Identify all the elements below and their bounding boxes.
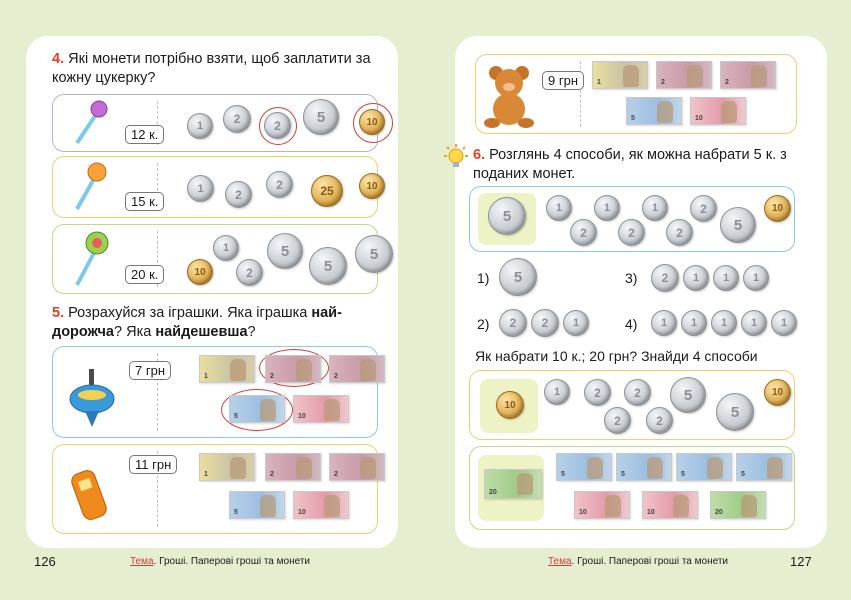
coin-5: 5 <box>309 247 347 285</box>
coin-5: 5 <box>355 235 393 273</box>
footer-text: . Гроші. Паперові гроші та монети <box>153 556 310 567</box>
banknote-1: 1 <box>199 453 255 481</box>
candy-row-15 <box>52 156 378 218</box>
task-5 <box>52 304 382 342</box>
price-tag-11-uah: 11 грн <box>129 455 177 474</box>
candy-row-12 <box>52 94 378 152</box>
right-page <box>455 36 827 548</box>
phone-toy-icon <box>71 465 111 525</box>
task-6-number: 6. <box>473 147 486 163</box>
coin-10: 10 <box>187 259 213 285</box>
coin-2: 2 <box>531 309 559 337</box>
coin-2: 2 <box>223 105 251 133</box>
coin-2: 2 <box>624 379 651 406</box>
banknote-2: 2 <box>656 61 712 89</box>
way-2-label: 2) <box>477 316 490 332</box>
coin-1: 1 <box>681 310 707 336</box>
toy-row-bottom <box>52 444 378 534</box>
coin-5: 5 <box>716 393 754 431</box>
banknote-10: 10 <box>574 491 630 519</box>
lollipop-icon <box>71 161 111 213</box>
banknote-10: 10 <box>293 491 349 519</box>
task-5-bold-most-expensive: най-дорожча <box>52 305 342 340</box>
coin-1: 1 <box>651 310 677 336</box>
coin-2: 2 <box>570 219 597 246</box>
coin-1: 1 <box>683 265 709 291</box>
coin-2: 2 <box>499 309 527 337</box>
coin-10: 10 <box>496 391 524 419</box>
coin-2: 2 <box>584 379 611 406</box>
coin-1: 1 <box>563 310 589 336</box>
footer-topic: Тема <box>130 556 154 567</box>
coin-5: 5 <box>670 377 706 413</box>
coin-set-5k <box>469 186 795 252</box>
lollipop-icon <box>71 229 111 289</box>
task-4-text: Які монети потрібно взяти, щоб заплатити за кожну цукерку? <box>52 51 371 86</box>
coin-10: 10 <box>764 379 791 406</box>
question-text: Як набрати 10 к.; 20 грн? Знайди 4 способи <box>475 348 758 364</box>
coin-2: 2 <box>225 181 252 208</box>
footer-topic: Тема <box>548 556 572 567</box>
coin-2: 2 <box>666 219 693 246</box>
coin-1: 1 <box>594 195 620 221</box>
coin-1: 1 <box>642 195 668 221</box>
banknote-10: 10 <box>293 395 349 423</box>
coin-1: 1 <box>743 265 769 291</box>
coin-1: 1 <box>187 113 213 139</box>
coin-1: 1 <box>771 310 797 336</box>
banknote-5: 5 <box>736 453 792 481</box>
task-4 <box>52 50 382 88</box>
banknote-2: 2 <box>265 355 321 383</box>
banknote-20: 20 <box>484 469 542 499</box>
price-tag-9-uah: 9 грн <box>542 71 584 90</box>
coin-2: 2 <box>690 195 717 222</box>
banknote-2: 2 <box>720 61 776 89</box>
coin-5: 5 <box>499 258 537 296</box>
banknote-set-20uah <box>469 446 795 530</box>
coin-1: 1 <box>741 310 767 336</box>
price-tag-15: 15 к. <box>125 192 164 211</box>
banknote-1: 1 <box>199 355 255 383</box>
banknote-10: 10 <box>690 97 746 125</box>
coin-1: 1 <box>213 235 239 261</box>
banknote-2: 2 <box>329 355 385 383</box>
coin-10: 10 <box>359 109 385 135</box>
spinning-top-icon <box>67 367 117 429</box>
price-tag-20: 20 к. <box>125 265 164 284</box>
banknote-1: 1 <box>592 61 648 89</box>
coin-set-10k <box>469 370 795 440</box>
coin-5: 5 <box>303 99 339 135</box>
bear-row <box>475 54 797 134</box>
price-tag-7-uah: 7 грн <box>129 361 171 380</box>
lollipop-icon <box>71 99 111 147</box>
banknote-10: 10 <box>642 491 698 519</box>
footer-right <box>548 556 728 567</box>
page-number-right: 127 <box>790 554 812 569</box>
way-3-label: 3) <box>625 270 638 286</box>
task-6-text: Розглянь 4 способи, як можна набрати 5 к. з поданих монет. <box>473 147 787 182</box>
task-5-text: ? Яка <box>114 324 156 340</box>
task-5-bold-cheapest: найдешевша <box>155 324 248 340</box>
task-6 <box>473 146 803 184</box>
toy-row-top <box>52 346 378 438</box>
task-5-text: ? <box>247 324 256 340</box>
candy-row-20 <box>52 224 378 294</box>
coin-2: 2 <box>266 171 293 198</box>
footer-text: . Гроші. Паперові гроші та монети <box>571 556 728 567</box>
task-5-text: Розрахуйся за іграшки. Яка іграшка <box>68 305 312 321</box>
teddy-bear-icon <box>482 63 538 129</box>
banknote-5: 5 <box>626 97 682 125</box>
coin-1: 1 <box>711 310 737 336</box>
banknote-5: 5 <box>676 453 732 481</box>
coin-2: 2 <box>618 219 645 246</box>
banknote-5: 5 <box>229 491 285 519</box>
page-number-left: 126 <box>34 554 56 569</box>
coin-2: 2 <box>646 407 673 434</box>
coin-5: 5 <box>267 233 303 269</box>
price-tag-12: 12 к. <box>125 125 164 144</box>
banknote-2: 2 <box>265 453 321 481</box>
way-1-label: 1) <box>477 270 490 286</box>
coin-2: 2 <box>236 259 263 286</box>
coin-1: 1 <box>546 195 572 221</box>
coin-2: 2 <box>651 264 679 292</box>
coin-10: 10 <box>359 173 385 199</box>
task-5-number: 5. <box>52 305 65 321</box>
coin-1: 1 <box>713 265 739 291</box>
banknote-5: 5 <box>616 453 672 481</box>
coin-1: 1 <box>544 379 570 405</box>
coin-5: 5 <box>488 197 526 235</box>
task-4-number: 4. <box>52 51 65 67</box>
coin-1: 1 <box>187 175 214 202</box>
banknote-5: 5 <box>556 453 612 481</box>
footer-left <box>130 556 310 567</box>
banknote-5: 5 <box>229 395 285 423</box>
coin-2: 2 <box>264 112 291 139</box>
coin-2: 2 <box>604 407 631 434</box>
left-page <box>26 36 398 548</box>
way-4-label: 4) <box>625 316 638 332</box>
coin-10: 10 <box>764 195 791 222</box>
banknote-20: 20 <box>710 491 766 519</box>
coin-25: 25 <box>311 175 343 207</box>
banknote-2: 2 <box>329 453 385 481</box>
lightbulb-icon <box>443 144 469 172</box>
coin-5: 5 <box>720 207 756 243</box>
